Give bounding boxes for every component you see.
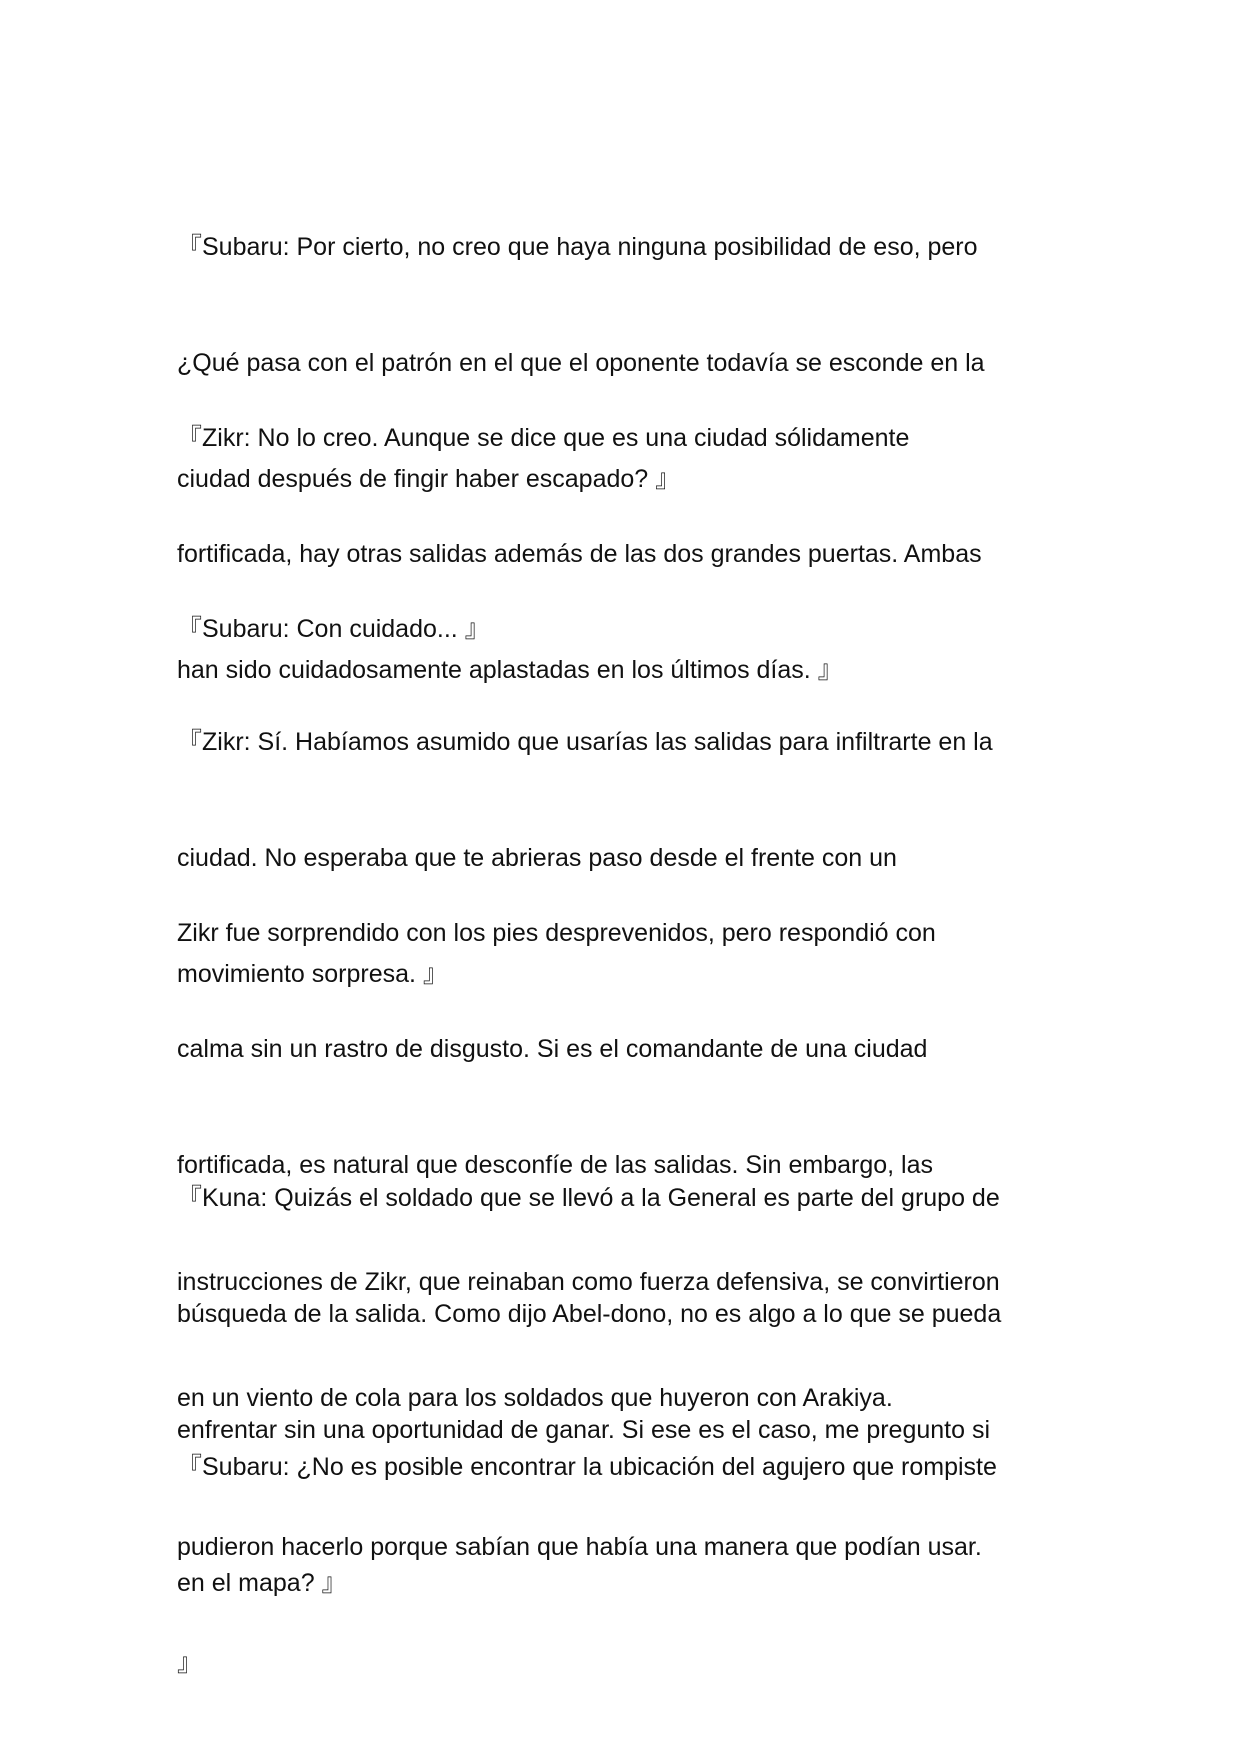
text-line: 『Subaru: Con cuidado... 』 <box>177 614 490 643</box>
text-line: 『Subaru: ¿No es posible encontrar la ubicación del agujero que rompiste <box>177 1452 997 1481</box>
text-line: en un viento de cola para los soldados que huyeron con Arakiya. <box>177 1384 893 1413</box>
text-line: 『Zikr: No lo creo. Aunque se dice que es una ciudad sólidamente <box>177 423 910 452</box>
text-line: instrucciones de Zikr, que reinaban como fuerza defensiva, se convirtieron <box>177 1267 1000 1296</box>
text-line: 『Zikr: Sí. Habíamos asumido que usarías las salidas para infiltrarte en la <box>177 727 993 756</box>
text-line: movimiento sorpresa. 』 <box>177 960 448 989</box>
text-line: en el mapa? 』 <box>177 1568 347 1597</box>
text-line: pudieron hacerlo porque sabían que había una manera que podían usar. <box>177 1532 982 1561</box>
text-line: 『Subaru: Por cierto, no creo que haya ninguna posibilidad de eso, pero <box>177 232 978 261</box>
text-line: ciudad. No esperaba que te abrieras paso desde el frente con un <box>177 843 897 872</box>
text-line: calma sin un rastro de disgusto. Si es el comandante de una ciudad <box>177 1034 928 1063</box>
text-line: enfrentar sin una oportunidad de ganar. Si ese es el caso, me pregunto si <box>177 1416 991 1445</box>
text-line: Zikr fue sorprendido con los pies desprevenidos, pero respondió con <box>177 918 936 947</box>
text-line: ciudad después de fingir haber escapado? 』 <box>177 465 681 494</box>
text-line: fortificada, es natural que desconfíe de las salidas. Sin embargo, las <box>177 1151 933 1180</box>
text-line: búsqueda de la salida. Como dijo Abel-dono, no es algo a lo que se pueda <box>177 1299 1002 1328</box>
text-line: ¿Qué pasa con el patrón en el que el oponente todavía se esconde en la <box>177 348 985 377</box>
text-line: han sido cuidadosamente aplastadas en los últimos días. 』 <box>177 656 843 685</box>
dialogue-subaru-3 <box>177 1370 1077 1680</box>
text-line: 』 <box>177 1649 203 1678</box>
text-line: 『Kuna: Quizás el soldado que se llevó a la General es parte del grupo de <box>177 1183 1000 1212</box>
text-line: fortificada, hay otras salidas además de las dos grandes puertas. Ambas <box>177 539 982 568</box>
